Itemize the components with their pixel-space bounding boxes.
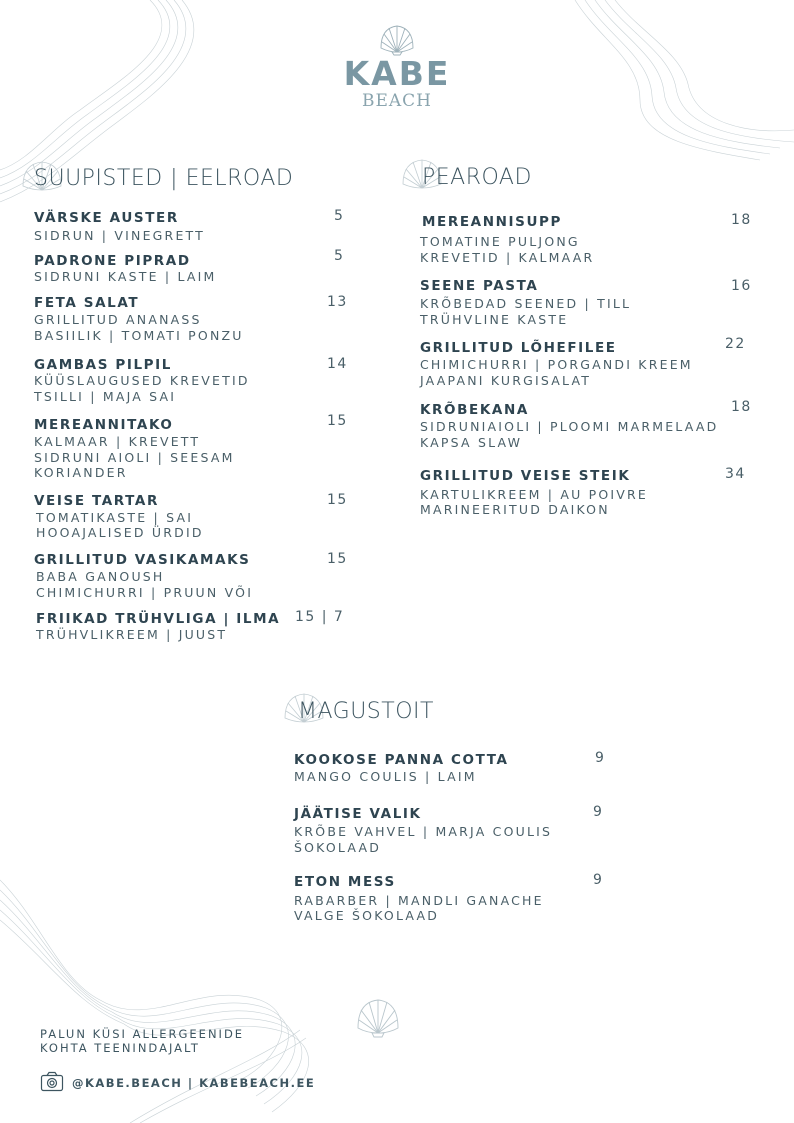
item-desc: KALMAAR | KREVETT [34,434,201,449]
item-desc: GRILLITUD ANANASS [34,312,202,327]
item-name: GAMBAS PILPIL [34,357,172,373]
item-name: JÄÄTISE VALIK [294,806,422,822]
brand-name: KABE [343,54,451,93]
logo-shell-icon [377,22,417,56]
item-price: 18 [731,399,752,415]
item-name: MEREANNITAKO [34,417,174,433]
item-price: 9 [593,872,604,888]
item-name: FRIIKAD TRÜHVLIGA | ILMA [36,611,281,627]
item-desc: KARTULIKREEM | AU POIVRE [420,487,649,502]
item-desc: BASIILIK | TOMATI PONZU [34,328,244,343]
item-desc: KAPSA SLAW [420,435,523,450]
item-desc: ŠOKOLAAD [294,840,382,855]
item-desc: SIDRUNI AIOLI | SEESAM [34,450,235,465]
item-name: VÄRSKE AUSTER [34,210,179,226]
item-desc: KORIANDER [34,465,128,480]
item-desc: TOMATIKASTE | SAI [36,510,194,525]
item-price: 5 [334,248,345,264]
item-desc: TOMATINE PULJONG [420,234,580,249]
item-desc: MANGO COULIS | LAIM [294,769,477,784]
item-name: PADRONE PIPRAD [34,253,191,269]
item-price: 14 [327,356,348,372]
item-desc: CHIMICHURRI | PRUUN VÕI [36,585,254,600]
item-desc: TSILLI | MAJA SAI [34,389,177,404]
item-price: 18 [731,212,752,228]
item-desc: JAAPANI KURGISALAT [420,373,592,388]
item-desc: BABA GANOUSH [36,569,165,584]
item-price: 34 [725,466,746,482]
item-desc: KREVETID | KALMAAR [420,250,595,265]
section-title-starters: SUUPISTED | EELROAD [34,166,294,191]
item-price: 5 [334,208,345,224]
item-price: 15 [327,551,348,567]
social-link[interactable]: @KABE.BEACH | KABEBEACH.EE [72,1076,316,1090]
item-desc: SIDRUN | VINEGRETT [34,228,205,243]
footer-shell-icon [355,996,401,1038]
item-price: 16 [731,278,752,294]
item-price: 15 [327,413,348,429]
camera-icon [40,1071,64,1093]
item-name: FETA SALAT [34,295,140,311]
item-price: 15 [327,492,348,508]
item-desc: KÜÜSLAUGUSED KREVETID [34,373,250,388]
item-name: VEISE TARTAR [34,493,159,509]
section-title-mains: PEAROAD [422,165,532,190]
item-price: 22 [725,336,746,352]
item-desc: TRÜHVLIKREEM | JUUST [36,627,228,642]
item-name: SEENE PASTA [420,278,539,294]
item-name: KRÕBEKANA [420,402,529,418]
item-price: 13 [327,294,348,310]
item-name: KOOKOSE PANNA COTTA [294,752,509,768]
item-name: MEREANNISUPP [422,214,563,230]
item-price: 15 | 7 [295,609,345,625]
item-name: GRILLITUD LÕHEFILEE [420,340,617,356]
item-desc: MARINEERITUD DAIKON [420,502,610,517]
item-name: GRILLITUD VASIKAMAKS [34,552,251,568]
item-desc: HOOAJALISED ÜRDID [36,525,204,540]
item-name: GRILLITUD VEISE STEIK [420,468,631,484]
item-price: 9 [595,750,606,766]
item-desc: VALGE ŠOKOLAAD [294,908,440,923]
allergen-note: KOHTA TEENINDAJALT [40,1041,200,1055]
item-desc: TRÜHVLINE KASTE [420,312,569,327]
item-desc: SIDRUNI KASTE | LAIM [34,269,217,284]
item-desc: SIDRUNIAIOLI | PLOOMI MARMELAAD [420,419,719,434]
section-title-desserts: MAGUSTOIT [298,699,434,724]
item-price: 9 [593,804,604,820]
item-desc: KRÕBE VAHVEL | MARJA COULIS [294,824,553,839]
item-desc: KRÕBEDAD SEENED | TILL [420,296,632,311]
item-desc: RABARBER | MANDLI GANACHE [294,893,544,908]
item-name: ETON MESS [294,874,396,890]
brand-sub: BEACH [361,91,432,111]
item-desc: CHIMICHURRI | PORGANDI KREEM [420,357,693,372]
allergen-note: PALUN KÜSI ALLERGEENIDE [40,1027,245,1041]
